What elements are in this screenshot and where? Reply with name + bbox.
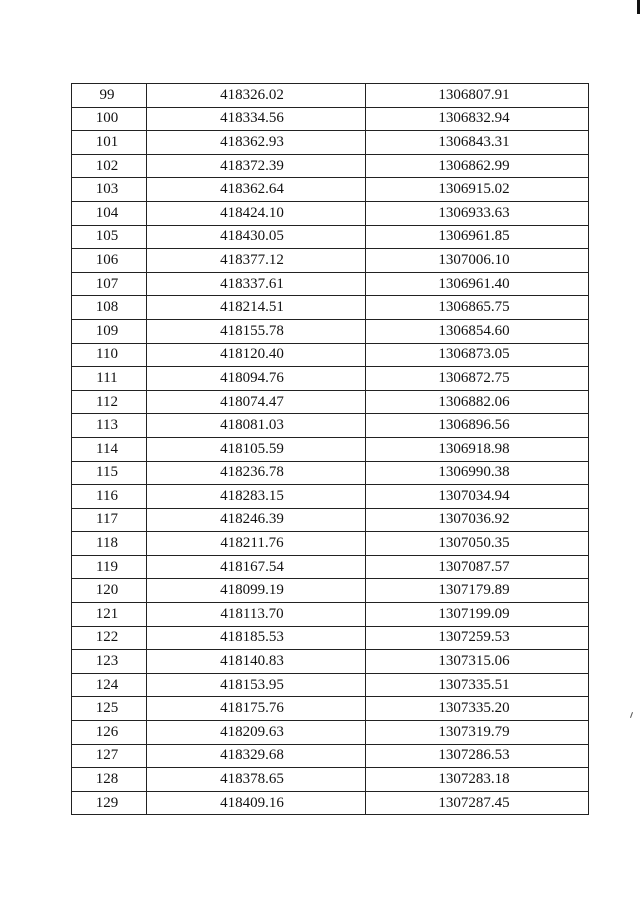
point-number-cell: 100 xyxy=(72,107,147,131)
y-coordinate-cell: 1306843.31 xyxy=(366,131,589,155)
x-coordinate-cell: 418214.51 xyxy=(147,296,366,320)
y-coordinate-cell: 1307034.94 xyxy=(366,485,589,509)
table-row xyxy=(72,414,589,438)
point-number-cell: 111 xyxy=(72,367,147,391)
table-row xyxy=(72,437,589,461)
point-number-cell: 116 xyxy=(72,485,147,509)
point-number-cell: 118 xyxy=(72,532,147,556)
x-coordinate-cell: 418362.64 xyxy=(147,178,366,202)
x-coordinate-cell: 418424.10 xyxy=(147,201,366,225)
point-number-cell: 123 xyxy=(72,650,147,674)
x-coordinate-cell: 418236.78 xyxy=(147,461,366,485)
table-row xyxy=(72,626,589,650)
x-coordinate-cell: 418378.65 xyxy=(147,768,366,792)
y-coordinate-cell: 1307179.89 xyxy=(366,579,589,603)
y-coordinate-cell: 1307335.20 xyxy=(366,697,589,721)
x-coordinate-cell: 418081.03 xyxy=(147,414,366,438)
y-coordinate-cell: 1307006.10 xyxy=(366,249,589,273)
point-number-cell: 119 xyxy=(72,555,147,579)
table-row xyxy=(72,390,589,414)
x-coordinate-cell: 418334.56 xyxy=(147,107,366,131)
table-row xyxy=(72,791,589,815)
x-coordinate-cell: 418099.19 xyxy=(147,579,366,603)
table-row xyxy=(72,603,589,627)
point-number-cell: 129 xyxy=(72,791,147,815)
x-coordinate-cell: 418094.76 xyxy=(147,367,366,391)
y-coordinate-cell: 1306933.63 xyxy=(366,201,589,225)
scan-speck xyxy=(630,712,633,718)
coordinate-table-body xyxy=(72,84,589,815)
table-row xyxy=(72,697,589,721)
table-row xyxy=(72,201,589,225)
x-coordinate-cell: 418326.02 xyxy=(147,84,366,108)
table-row xyxy=(72,84,589,108)
point-number-cell: 107 xyxy=(72,272,147,296)
coordinate-table xyxy=(71,83,589,815)
point-number-cell: 104 xyxy=(72,201,147,225)
x-coordinate-cell: 418329.68 xyxy=(147,744,366,768)
table-row xyxy=(72,555,589,579)
x-coordinate-cell: 418372.39 xyxy=(147,154,366,178)
point-number-cell: 105 xyxy=(72,225,147,249)
point-number-cell: 120 xyxy=(72,579,147,603)
y-coordinate-cell: 1307319.79 xyxy=(366,721,589,745)
table-row xyxy=(72,107,589,131)
x-coordinate-cell: 418337.61 xyxy=(147,272,366,296)
x-coordinate-cell: 418113.70 xyxy=(147,603,366,627)
y-coordinate-cell: 1307287.45 xyxy=(366,791,589,815)
table-row xyxy=(72,343,589,367)
point-number-cell: 125 xyxy=(72,697,147,721)
y-coordinate-cell: 1306882.06 xyxy=(366,390,589,414)
point-number-cell: 121 xyxy=(72,603,147,627)
y-coordinate-cell: 1306873.05 xyxy=(366,343,589,367)
x-coordinate-cell: 418120.40 xyxy=(147,343,366,367)
point-number-cell: 128 xyxy=(72,768,147,792)
y-coordinate-cell: 1306862.99 xyxy=(366,154,589,178)
point-number-cell: 108 xyxy=(72,296,147,320)
x-coordinate-cell: 418209.63 xyxy=(147,721,366,745)
y-coordinate-cell: 1306990.38 xyxy=(366,461,589,485)
y-coordinate-cell: 1307283.18 xyxy=(366,768,589,792)
table-row xyxy=(72,508,589,532)
x-coordinate-cell: 418377.12 xyxy=(147,249,366,273)
y-coordinate-cell: 1307259.53 xyxy=(366,626,589,650)
x-coordinate-cell: 418430.05 xyxy=(147,225,366,249)
y-coordinate-cell: 1307087.57 xyxy=(366,555,589,579)
x-coordinate-cell: 418409.16 xyxy=(147,791,366,815)
table-row xyxy=(72,154,589,178)
point-number-cell: 115 xyxy=(72,461,147,485)
table-row xyxy=(72,579,589,603)
point-number-cell: 122 xyxy=(72,626,147,650)
table-row xyxy=(72,319,589,343)
y-coordinate-cell: 1306918.98 xyxy=(366,437,589,461)
y-coordinate-cell: 1306915.02 xyxy=(366,178,589,202)
point-number-cell: 99 xyxy=(72,84,147,108)
point-number-cell: 126 xyxy=(72,721,147,745)
table-row xyxy=(72,272,589,296)
point-number-cell: 101 xyxy=(72,131,147,155)
y-coordinate-cell: 1307050.35 xyxy=(366,532,589,556)
y-coordinate-cell: 1306807.91 xyxy=(366,84,589,108)
table-row xyxy=(72,249,589,273)
y-coordinate-cell: 1306854.60 xyxy=(366,319,589,343)
y-coordinate-cell: 1307286.53 xyxy=(366,744,589,768)
x-coordinate-cell: 418074.47 xyxy=(147,390,366,414)
y-coordinate-cell: 1306865.75 xyxy=(366,296,589,320)
x-coordinate-cell: 418155.78 xyxy=(147,319,366,343)
table-row xyxy=(72,178,589,202)
point-number-cell: 124 xyxy=(72,673,147,697)
y-coordinate-cell: 1307199.09 xyxy=(366,603,589,627)
point-number-cell: 127 xyxy=(72,744,147,768)
x-coordinate-cell: 418140.83 xyxy=(147,650,366,674)
point-number-cell: 103 xyxy=(72,178,147,202)
point-number-cell: 117 xyxy=(72,508,147,532)
x-coordinate-cell: 418105.59 xyxy=(147,437,366,461)
y-coordinate-cell: 1306872.75 xyxy=(366,367,589,391)
table-row xyxy=(72,225,589,249)
table-row xyxy=(72,768,589,792)
x-coordinate-cell: 418362.93 xyxy=(147,131,366,155)
table-row xyxy=(72,721,589,745)
table-row xyxy=(72,367,589,391)
y-coordinate-cell: 1306896.56 xyxy=(366,414,589,438)
point-number-cell: 106 xyxy=(72,249,147,273)
point-number-cell: 109 xyxy=(72,319,147,343)
table-row xyxy=(72,131,589,155)
table-row xyxy=(72,296,589,320)
x-coordinate-cell: 418246.39 xyxy=(147,508,366,532)
y-coordinate-cell: 1307036.92 xyxy=(366,508,589,532)
point-number-cell: 102 xyxy=(72,154,147,178)
point-number-cell: 110 xyxy=(72,343,147,367)
table-row xyxy=(72,673,589,697)
table-row xyxy=(72,461,589,485)
y-coordinate-cell: 1306832.94 xyxy=(366,107,589,131)
y-coordinate-cell: 1307335.51 xyxy=(366,673,589,697)
point-number-cell: 114 xyxy=(72,437,147,461)
x-coordinate-cell: 418175.76 xyxy=(147,697,366,721)
x-coordinate-cell: 418153.95 xyxy=(147,673,366,697)
x-coordinate-cell: 418185.53 xyxy=(147,626,366,650)
x-coordinate-cell: 418211.76 xyxy=(147,532,366,556)
x-coordinate-cell: 418167.54 xyxy=(147,555,366,579)
y-coordinate-cell: 1307315.06 xyxy=(366,650,589,674)
table-row xyxy=(72,532,589,556)
table-row xyxy=(72,744,589,768)
x-coordinate-cell: 418283.15 xyxy=(147,485,366,509)
table-row xyxy=(72,485,589,509)
point-number-cell: 113 xyxy=(72,414,147,438)
point-number-cell: 112 xyxy=(72,390,147,414)
y-coordinate-cell: 1306961.40 xyxy=(366,272,589,296)
table-row xyxy=(72,650,589,674)
y-coordinate-cell: 1306961.85 xyxy=(366,225,589,249)
